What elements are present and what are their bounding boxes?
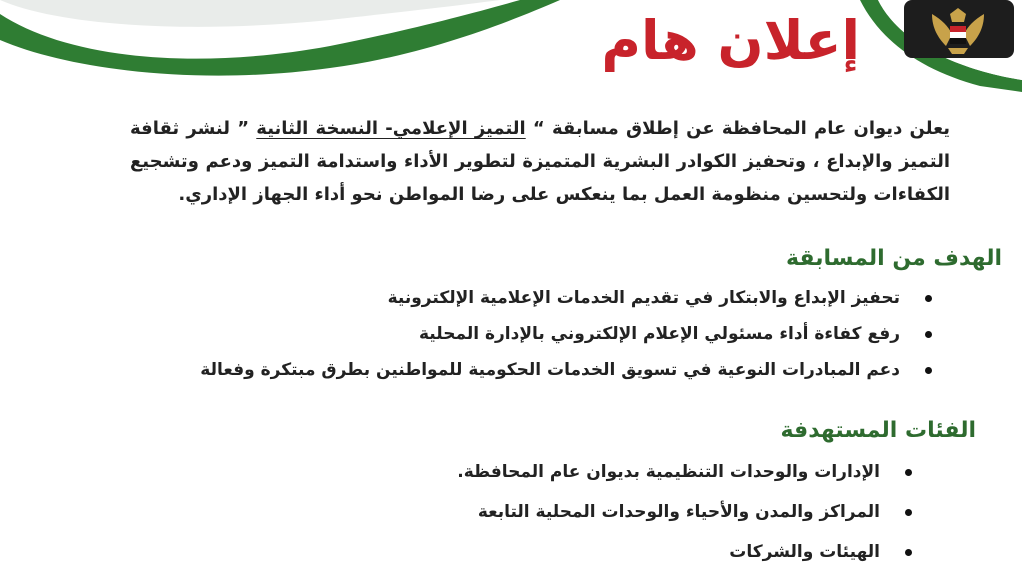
bullet-dot-icon (925, 367, 932, 374)
bullet-dot-icon (925, 295, 932, 302)
bullet-dot-icon (925, 331, 932, 338)
list-item (140, 352, 940, 388)
intro-paragraph (130, 112, 950, 211)
goal-item-text: رفع كفاءة أداء مسئولي الإعلام الإلكتروني بالإدارة المحلية (419, 324, 900, 344)
page-title: إعلان هام (601, 9, 860, 72)
list-item (420, 492, 920, 532)
list-item (140, 280, 940, 316)
intro-text-1: يعلن ديوان عام المحافظة عن إطلاق مسابقة “ (525, 118, 950, 139)
target-item-text: المراكز والمدن والأحياء والوحدات المحلية التابعة (477, 502, 880, 522)
goal-item-text: دعم المبادرات النوعية في تسويق الخدمات الحكومية للمواطنين بطرق مبتكرة وفعالة (200, 360, 900, 380)
egypt-eagle-emblem-icon (890, 0, 1022, 72)
goal-item-text: تحفيز الإبداع والابتكار في تقديم الخدمات الإعلامية الإلكترونية (387, 288, 900, 308)
header-decoration (0, 0, 1022, 120)
goals-heading: الهدف من المسابقة (786, 246, 1002, 271)
intro-text-2: ” لنشر ثقافة التميز والإبداع ، وتحفيز الكوادر البشرية المتميزة لتطوير الأداء واستدامة التميز ودعم وتشجيع الكفاءات ولتحسين منظومة العمل بما ينعكس على رضا المواطن نحو أداء الجهاز الإداري. (130, 118, 950, 205)
competition-name: التميز الإعلامي- النسخة الثانية (256, 118, 526, 139)
list-item (420, 532, 920, 572)
list-item (140, 316, 940, 352)
target-item-text: الهيئات والشركات (729, 542, 880, 562)
bullet-dot-icon (905, 469, 912, 476)
targets-list (420, 452, 920, 572)
bullet-dot-icon (905, 509, 912, 516)
target-item-text: الإدارات والوحدات التنظيمية بديوان عام المحافظة. (457, 462, 880, 482)
list-item (420, 452, 920, 492)
bullet-dot-icon (905, 549, 912, 556)
targets-heading: الفئات المستهدفة (780, 418, 976, 443)
gray-swoosh-left (0, 0, 500, 27)
goals-list (140, 280, 940, 388)
